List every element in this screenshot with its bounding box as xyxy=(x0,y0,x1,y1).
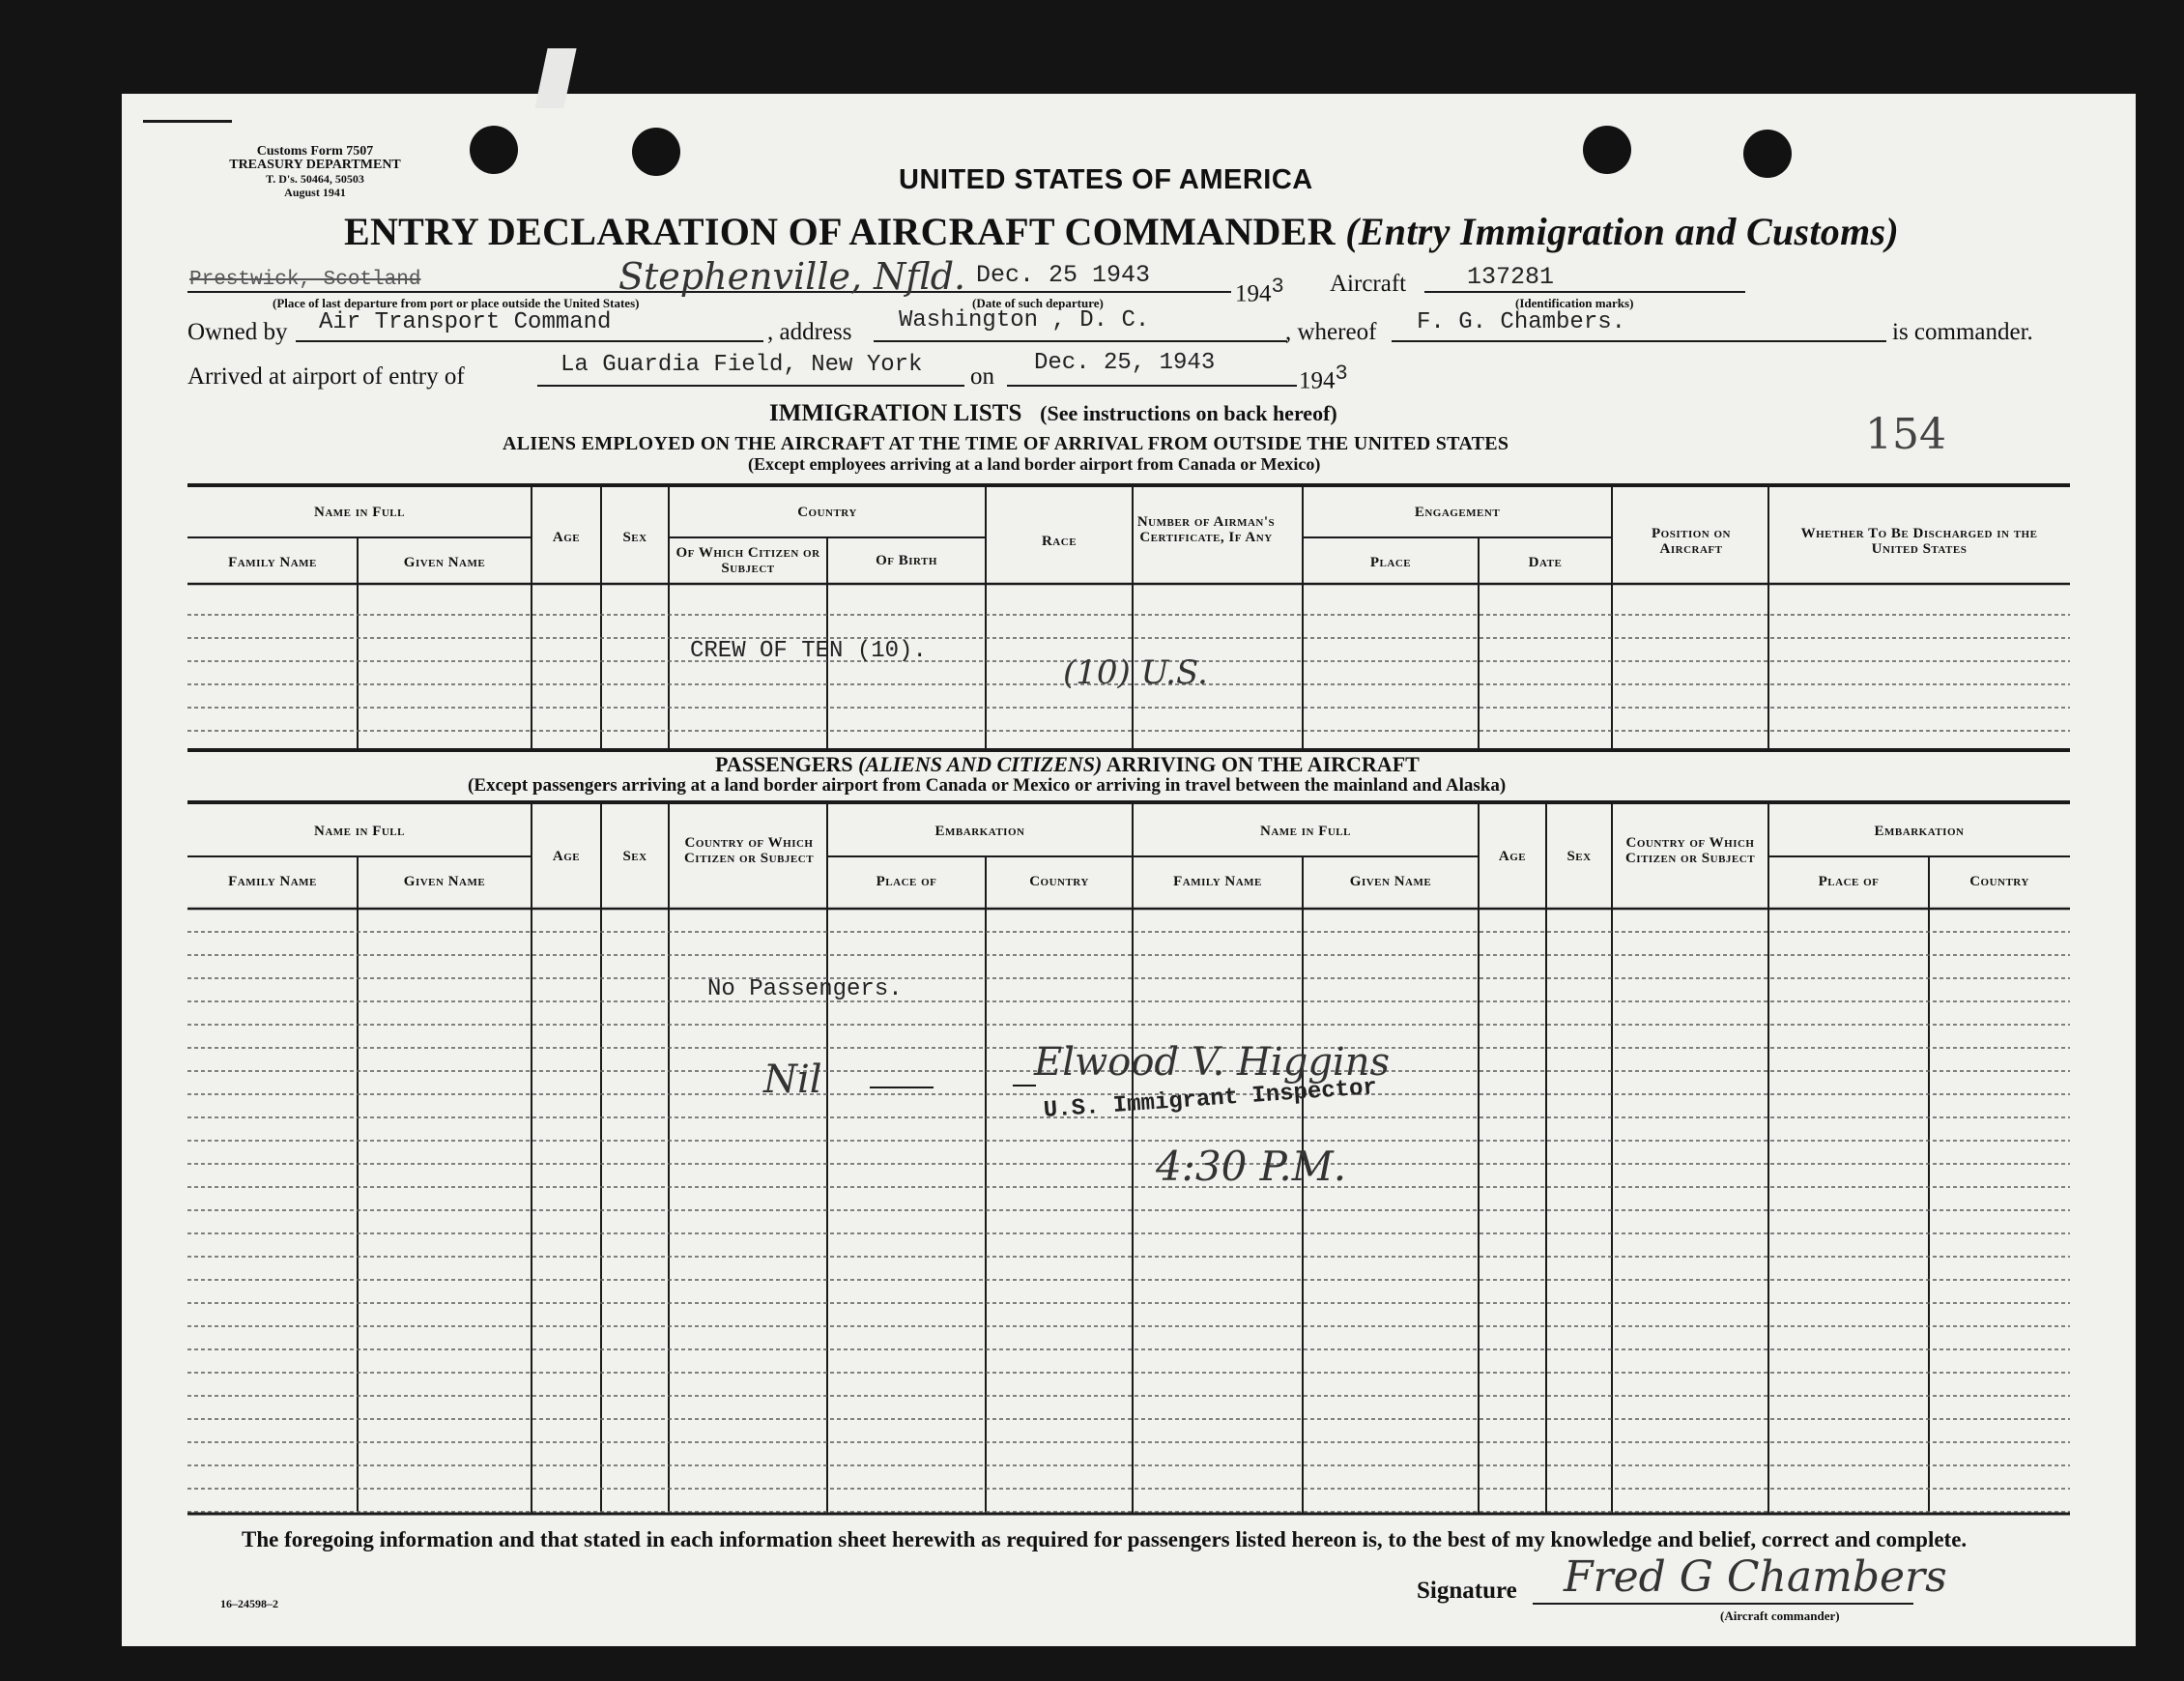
crew-col-race: Race xyxy=(1041,534,1078,549)
department: TREASURY DEPARTMENT xyxy=(229,158,401,172)
crew-col-date: Date xyxy=(1528,555,1563,570)
pass-col-embarkation-2: Embarkation xyxy=(1874,824,1965,839)
form-number: Customs Form 7507 xyxy=(256,144,374,159)
crew-col-given-name: Given Name xyxy=(403,555,486,570)
stamp-number: 154 xyxy=(1865,410,1946,459)
passengers-title-bold: PASSENGERS xyxy=(715,752,853,776)
crew-col-sex: Sex xyxy=(622,530,647,545)
time-written: 4:30 P.M. xyxy=(1156,1143,1347,1190)
pass-col-family-name: Family Name xyxy=(228,874,317,889)
pass-col-name-in-full-2: Name in Full xyxy=(1259,824,1351,839)
passengers-note: (Except passengers arriving at a land border airport from Canada or Mexico or arriving in travel between the mainland and Alaska) xyxy=(468,775,1507,796)
departure-date: Dec. 25 1943 xyxy=(976,261,1151,289)
owned-by-label: Owned by xyxy=(187,319,288,345)
aircraft-label: Aircraft xyxy=(1330,271,1407,297)
departure-year-suffix: 3 xyxy=(1271,275,1284,299)
departure-place-caption: (Place of last departure from port or place outside the United States) xyxy=(273,296,640,310)
pass-col-given-name: Given Name xyxy=(403,874,486,889)
aircraft-caption: (Identification marks) xyxy=(1515,296,1634,310)
arrival-label: Arrived at airport of entry of xyxy=(187,363,465,390)
footer-statement: The foregoing information and that stated in each information sheet herewith as required for passengers listed hereon is, to the best of my knowledge and belief, correct and complete. xyxy=(242,1527,1968,1551)
pass-col-sex: Sex xyxy=(622,849,647,864)
address-value: Washington , D. C. xyxy=(899,307,1150,333)
crew-col-name-in-full: Name in Full xyxy=(313,505,405,520)
crew-entry: CREW OF TEN (10). xyxy=(690,638,927,664)
pass-col-name-in-full: Name in Full xyxy=(313,824,405,839)
signature-label: Signature xyxy=(1417,1578,1517,1604)
commander-signature: Fred G Chambers xyxy=(1564,1552,1947,1602)
owned-by-value: Air Transport Command xyxy=(319,309,612,335)
crew-col-discharged: Whether To Be Discharged in the United States xyxy=(1800,526,2038,557)
immigration-subtitle: ALIENS EMPLOYED ON THE AIRCRAFT AT THE TIME OF ARRIVAL FROM OUTSIDE THE UNITED STATES xyxy=(503,433,1509,454)
passengers-title-rest: ARRIVING ON THE AIRCRAFT xyxy=(1106,752,1420,776)
departure-place: Stephenville, Nfld. xyxy=(618,255,966,298)
passengers-entry: No Passengers. xyxy=(707,976,903,1002)
crew-col-age: Age xyxy=(552,530,581,545)
pass-col-place-of: Place of xyxy=(876,874,937,889)
pass-col-country-citizen: Country of Which Citizen or Subject xyxy=(683,835,815,866)
pass-col-country-citizen-2: Country of Which Citizen or Subject xyxy=(1624,835,1756,866)
crew-handwritten-note: (10) U.S. xyxy=(1063,653,1208,692)
handwritten-nil: Nil xyxy=(763,1058,822,1102)
whereof-label: , whereof xyxy=(1285,319,1377,345)
pass-col-country-2: Country xyxy=(1969,874,2029,889)
arrival-airport: La Guardia Field, New York xyxy=(560,352,923,378)
departure-year-prefix: 194 xyxy=(1235,280,1272,307)
crew-col-place: Place xyxy=(1369,555,1412,570)
crew-col-family-name: Family Name xyxy=(228,555,317,570)
aircraft-id: 137281 xyxy=(1467,263,1555,291)
arrival-year-prefix: 194 xyxy=(1299,367,1336,394)
inspector-signature: Elwood V. Higgins xyxy=(1034,1040,1391,1085)
pass-col-age-2: Age xyxy=(1498,849,1527,864)
immigration-title-note: (See instructions on back hereof) xyxy=(1040,401,1337,425)
pass-col-family-name-2: Family Name xyxy=(1173,874,1262,889)
commander-value: F. G. Chambers. xyxy=(1417,309,1626,335)
form-date: August 1941 xyxy=(284,186,346,199)
form-title-main: ENTRY DECLARATION OF AIRCRAFT COMMANDER xyxy=(344,210,1336,253)
departure-struck: Prestwick, Scotland xyxy=(189,269,421,291)
immigration-title-text: IMMIGRATION LISTS xyxy=(769,400,1022,426)
pass-col-place-of-2: Place of xyxy=(1818,874,1880,889)
crew-col-birth: Of Birth xyxy=(876,553,937,568)
form-title-sub: (Entry Immigration and Customs) xyxy=(1345,210,1899,253)
print-code: 16–24598–2 xyxy=(220,1597,278,1610)
inspector-title: U.S. Immigrant Inspector xyxy=(1043,1074,1378,1124)
arrival-on-label: on xyxy=(970,363,994,390)
pass-col-country: Country xyxy=(1029,874,1089,889)
crew-col-citizen: Of Which Citizen or Subject xyxy=(675,545,820,576)
crew-col-country: Country xyxy=(797,505,857,520)
arrival-date: Dec. 25, 1943 xyxy=(1034,350,1216,376)
immigration-note: (Except employees arriving at a land border airport from Canada or Mexico) xyxy=(748,454,1321,474)
pass-col-given-name-2: Given Name xyxy=(1349,874,1432,889)
arrival-year-suffix: 3 xyxy=(1335,362,1348,386)
crew-col-certificate: Number of Airman's Certificate, If Any xyxy=(1136,514,1276,545)
passengers-title-italic: (ALIENS AND CITIZENS) xyxy=(858,752,1103,776)
crew-col-engagement: Engagement xyxy=(1414,505,1501,520)
departure-date-caption: (Date of such departure) xyxy=(972,296,1104,310)
address-label: , address xyxy=(767,319,852,345)
pass-col-embarkation: Embarkation xyxy=(934,824,1025,839)
crew-col-position: Position on Aircraft xyxy=(1652,526,1731,557)
pass-col-age: Age xyxy=(552,849,581,864)
pass-col-sex-2: Sex xyxy=(1566,849,1592,864)
is-commander-label: is commander. xyxy=(1892,319,2033,345)
country-heading: UNITED STATES OF AMERICA xyxy=(899,164,1313,195)
signature-caption: (Aircraft commander) xyxy=(1720,1609,1840,1623)
td-reference: T. D's. 50464, 50503 xyxy=(266,172,364,186)
